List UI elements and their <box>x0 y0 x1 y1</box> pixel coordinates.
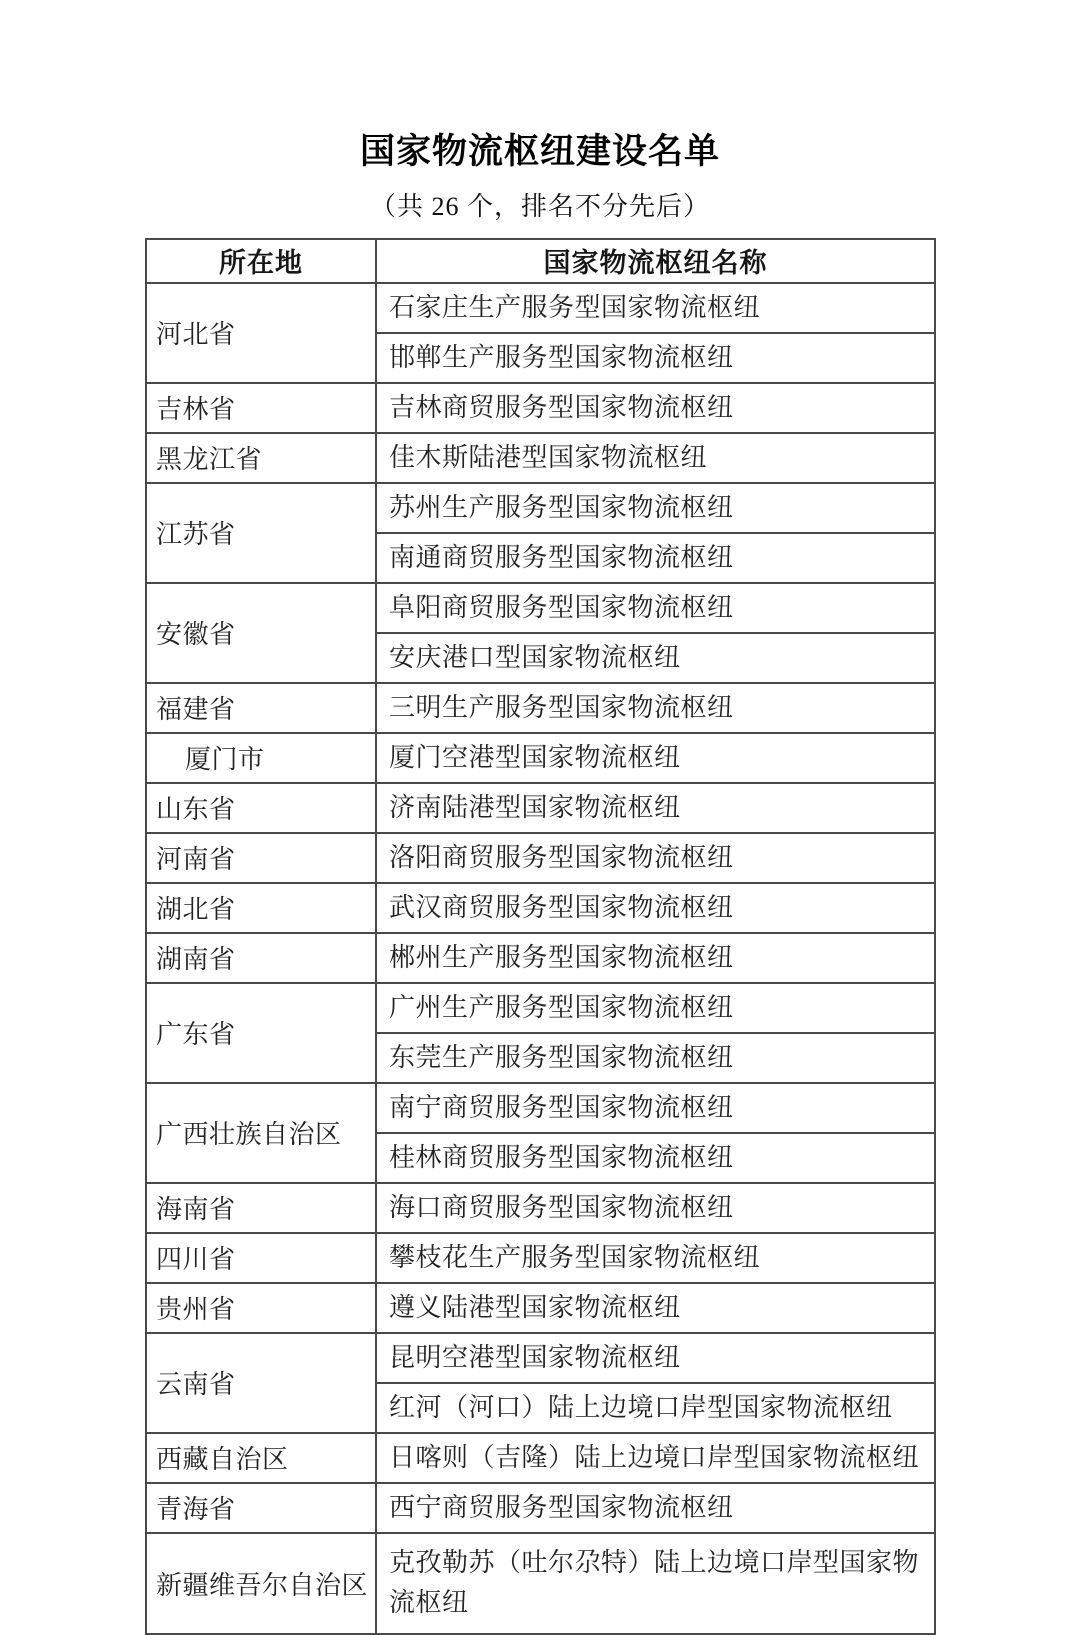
hub-name-cell: 南宁商贸服务型国家物流枢纽 <box>376 1083 935 1133</box>
hub-name-cell: 昆明空港型国家物流枢纽 <box>376 1333 935 1383</box>
hub-table <box>145 238 936 1635</box>
hub-name-cell: 郴州生产服务型国家物流枢纽 <box>376 933 935 983</box>
header-hub-name: 国家物流枢纽名称 <box>376 239 935 283</box>
hub-name-cell: 三明生产服务型国家物流枢纽 <box>376 683 935 733</box>
location-cell: 河南省 <box>146 833 376 883</box>
location-cell: 广西壮族自治区 <box>146 1083 376 1183</box>
table-row <box>146 833 935 883</box>
hub-name-cell: 石家庄生产服务型国家物流枢纽 <box>376 283 935 333</box>
hub-name-cell: 邯郸生产服务型国家物流枢纽 <box>376 333 935 383</box>
table-header-row <box>146 239 935 283</box>
hub-name-cell: 攀枝花生产服务型国家物流枢纽 <box>376 1233 935 1283</box>
hub-name-cell: 广州生产服务型国家物流枢纽 <box>376 983 935 1033</box>
hub-name-cell: 佳木斯陆港型国家物流枢纽 <box>376 433 935 483</box>
table-row <box>146 883 935 933</box>
table-row <box>146 1183 935 1233</box>
table-row <box>146 933 935 983</box>
table-row <box>146 683 935 733</box>
table-row <box>146 983 935 1033</box>
hub-name-cell: 克孜勒苏（吐尔尕特）陆上边境口岸型国家物流枢纽 <box>376 1533 935 1634</box>
hub-name-cell: 苏州生产服务型国家物流枢纽 <box>376 483 935 533</box>
hub-name-cell: 南通商贸服务型国家物流枢纽 <box>376 533 935 583</box>
hub-name-cell: 阜阳商贸服务型国家物流枢纽 <box>376 583 935 633</box>
hub-name-cell: 东莞生产服务型国家物流枢纽 <box>376 1033 935 1083</box>
location-cell: 安徽省 <box>146 583 376 683</box>
location-cell: 湖南省 <box>146 933 376 983</box>
location-cell: 福建省 <box>146 683 376 733</box>
table-row <box>146 733 935 783</box>
hub-name-cell: 济南陆港型国家物流枢纽 <box>376 783 935 833</box>
hub-name-cell: 洛阳商贸服务型国家物流枢纽 <box>376 833 935 883</box>
table-row <box>146 1283 935 1333</box>
hub-name-cell: 日喀则（吉隆）陆上边境口岸型国家物流枢纽 <box>376 1433 935 1483</box>
hub-name-cell: 厦门空港型国家物流枢纽 <box>376 733 935 783</box>
location-cell: 湖北省 <box>146 883 376 933</box>
location-cell: 海南省 <box>146 1183 376 1233</box>
location-cell: 厦门市 <box>146 733 376 783</box>
table-row <box>146 1333 935 1383</box>
hub-name-cell: 吉林商贸服务型国家物流枢纽 <box>376 383 935 433</box>
location-cell: 山东省 <box>146 783 376 833</box>
hub-name-cell: 红河（河口）陆上边境口岸型国家物流枢纽 <box>376 1383 935 1433</box>
table-row <box>146 1433 935 1483</box>
table-row <box>146 783 935 833</box>
table-row <box>146 283 935 333</box>
header-location: 所在地 <box>146 239 376 283</box>
table-row <box>146 1233 935 1283</box>
hub-name-cell: 安庆港口型国家物流枢纽 <box>376 633 935 683</box>
table-row <box>146 383 935 433</box>
table-row <box>146 433 935 483</box>
table-row <box>146 583 935 633</box>
location-cell: 西藏自治区 <box>146 1433 376 1483</box>
location-cell: 广东省 <box>146 983 376 1083</box>
page-title: 国家物流枢纽建设名单 <box>359 132 720 171</box>
hub-name-cell: 武汉商贸服务型国家物流枢纽 <box>376 883 935 933</box>
location-cell: 河北省 <box>146 283 376 383</box>
location-cell: 黑龙江省 <box>146 433 376 483</box>
page-subtitle: （共 26 个，排名不分先后） <box>369 191 710 221</box>
table-row <box>146 483 935 533</box>
location-cell: 江苏省 <box>146 483 376 583</box>
table-row <box>146 1483 935 1533</box>
table-row <box>146 1533 935 1634</box>
hub-name-cell: 桂林商贸服务型国家物流枢纽 <box>376 1133 935 1183</box>
location-cell: 贵州省 <box>146 1283 376 1333</box>
hub-name-cell: 海口商贸服务型国家物流枢纽 <box>376 1183 935 1233</box>
location-cell: 云南省 <box>146 1333 376 1433</box>
location-cell: 吉林省 <box>146 383 376 433</box>
location-cell: 青海省 <box>146 1483 376 1533</box>
hub-name-cell: 遵义陆港型国家物流枢纽 <box>376 1283 935 1333</box>
location-cell: 四川省 <box>146 1233 376 1283</box>
table-row <box>146 1083 935 1133</box>
location-cell: 新疆维吾尔自治区 <box>146 1533 376 1634</box>
hub-name-cell: 西宁商贸服务型国家物流枢纽 <box>376 1483 935 1533</box>
